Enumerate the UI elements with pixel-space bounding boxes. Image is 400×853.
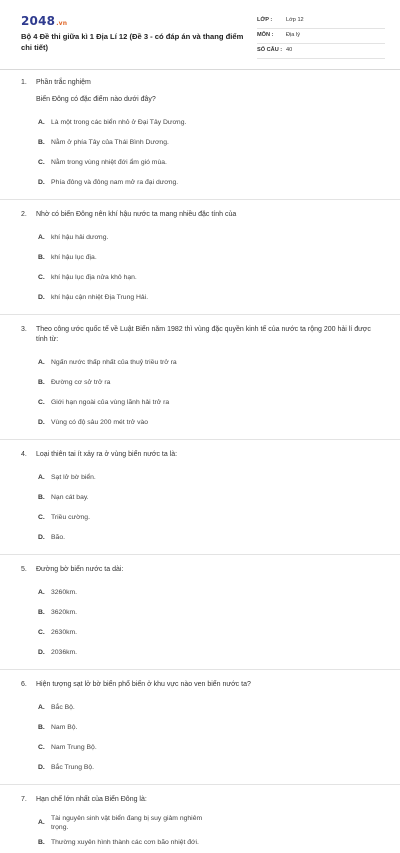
option-text: khí hậu cận nhiệt Địa Trung Hải. — [51, 294, 149, 302]
option-letter: D. — [38, 179, 45, 187]
option-letter: A. — [38, 234, 45, 242]
option-letter: B. — [38, 724, 45, 732]
answer-option[interactable] — [38, 583, 210, 603]
option-letter: A. — [38, 589, 45, 597]
answer-option[interactable] — [38, 468, 210, 488]
question-text: Loại thiên tai ít xảy ra ở vùng biển nước ta là: — [36, 451, 178, 458]
question-text: Theo công ước quốc tế về Luật Biển năm 1982 thì vùng đặc quyền kinh tế của nước ta rộng 200 hải lí được tính từ: — [36, 326, 371, 343]
question-divider — [0, 554, 400, 555]
question-divider — [0, 784, 400, 785]
answer-options — [38, 353, 381, 433]
site-logo[interactable] — [21, 14, 67, 28]
option-letter: D. — [38, 294, 45, 302]
answer-option[interactable] — [38, 113, 210, 133]
document-title: Bộ 4 Đề thi giữa kì 1 Địa Lí 12 (Đề 3 - có đáp án và thang điểm chi tiết) — [21, 32, 244, 52]
answer-option[interactable] — [38, 718, 210, 738]
question-header — [21, 795, 381, 805]
answer-option[interactable] — [38, 528, 210, 548]
answer-option[interactable] — [38, 758, 210, 778]
meta-value: 40 — [286, 47, 293, 53]
option-letter: C. — [38, 629, 45, 637]
option-text: 3620km. — [51, 609, 78, 617]
answer-option[interactable] — [38, 393, 210, 413]
answer-option[interactable] — [38, 698, 210, 718]
option-letter: D. — [38, 764, 45, 772]
option-text: khí hậu lục địa nửa khô hạn. — [51, 274, 137, 282]
meta-info-table — [257, 14, 385, 59]
question-block — [21, 450, 381, 565]
logo-suffix: .vn — [56, 20, 68, 27]
question-block — [21, 325, 381, 450]
question-block — [21, 680, 381, 795]
question-divider-wrap — [0, 669, 400, 670]
option-text: Nạn cát bay. — [51, 494, 89, 502]
meta-row-count — [257, 44, 385, 59]
answer-option[interactable] — [38, 153, 210, 173]
meta-label: MÔN : — [257, 32, 274, 38]
question-divider-wrap — [0, 314, 400, 315]
meta-label: SỐ CÂU : — [257, 47, 283, 53]
answer-option[interactable] — [38, 288, 210, 308]
question-number: 1. — [21, 79, 27, 86]
option-text: Ngấn nước thấp nhất của thuỷ triều trở ra — [51, 359, 177, 367]
option-text: khí hậu lục địa. — [51, 254, 97, 262]
question-text: Hạn chế lớn nhất của Biển Đông là: — [36, 796, 147, 803]
question-divider-wrap — [0, 439, 400, 440]
question-block — [21, 78, 381, 210]
question-divider-wrap — [0, 784, 400, 785]
answer-option[interactable] — [38, 508, 210, 528]
question-text: Nhờ có biển Đông nên khí hậu nước ta mang nhiều đặc tính của — [36, 211, 237, 218]
question-number: 2. — [21, 211, 27, 218]
answer-option[interactable] — [38, 413, 210, 433]
question-header — [21, 565, 381, 575]
option-letter: A. — [38, 359, 45, 367]
answer-options — [38, 468, 381, 548]
answer-option[interactable] — [38, 173, 210, 193]
option-letter: D. — [38, 534, 45, 542]
option-letter: D. — [38, 419, 45, 427]
option-text: Triều cường. — [51, 514, 90, 522]
option-text: Thường xuyên hình thành các cơn bão nhiệt đới. — [51, 839, 199, 847]
option-text: khí hậu hải dương. — [51, 234, 109, 242]
answer-option[interactable] — [38, 813, 210, 833]
question-number: 6. — [21, 681, 27, 688]
question-divider — [0, 669, 400, 670]
question-text: Hiện tượng sạt lở bờ biển phổ biến ở khu vực nào ven biển nước ta? — [36, 681, 251, 688]
question-block — [21, 210, 381, 325]
option-text: Sạt lở bờ biển. — [51, 474, 96, 482]
logo-main: 2048 — [21, 14, 56, 28]
option-letter: B. — [38, 379, 45, 387]
answer-option[interactable] — [38, 373, 210, 393]
option-text: Nam Bộ. — [51, 724, 78, 732]
answer-option[interactable] — [38, 603, 210, 623]
option-text: Nằm trong vùng nhiệt đới ẩm gió mùa. — [51, 159, 167, 167]
meta-row-class — [257, 14, 385, 29]
answer-option[interactable] — [38, 248, 210, 268]
option-letter: A. — [38, 474, 45, 482]
answer-options — [38, 228, 381, 308]
question-header — [21, 210, 381, 220]
option-letter: C. — [38, 744, 45, 752]
question-number: 5. — [21, 566, 27, 573]
option-letter: A. — [38, 704, 45, 712]
answer-options — [38, 813, 381, 853]
question-divider-wrap — [0, 554, 400, 555]
option-letter: B. — [38, 609, 45, 617]
answer-option[interactable] — [38, 133, 210, 153]
meta-value: Địa lý — [286, 32, 300, 38]
question-block — [21, 795, 381, 853]
question-list — [0, 78, 400, 853]
option-text: Vùng có độ sâu 200 mét trở vào — [51, 419, 149, 427]
option-text: Giới hạn ngoài của vùng lãnh hải trở ra — [51, 399, 170, 407]
option-letter: B. — [38, 839, 45, 847]
meta-value: Lớp 12 — [286, 17, 304, 23]
question-text: Đường bờ biển nước ta dài: — [36, 566, 124, 573]
meta-row-subject — [257, 29, 385, 44]
meta-label: LỚP : — [257, 17, 273, 23]
answer-option[interactable] — [38, 268, 210, 288]
answer-options — [38, 698, 381, 778]
question-divider — [0, 439, 400, 440]
option-letter: B. — [38, 139, 45, 147]
page-header — [0, 0, 400, 70]
question-number: 7. — [21, 796, 27, 803]
option-text: Đường cơ sở trở ra — [51, 379, 111, 387]
question-header — [21, 78, 381, 88]
option-text: Bão. — [51, 534, 65, 542]
option-text: Tài nguyên sinh vật biển đang bị suy giảm nghiêm trọng. — [51, 814, 203, 831]
option-text: Bắc Trung Bộ. — [51, 764, 95, 772]
question-block — [21, 565, 381, 680]
question-divider — [0, 314, 400, 315]
option-text: Bắc Bộ. — [51, 704, 75, 712]
answer-option[interactable] — [38, 488, 210, 508]
question-text: Phần trắc nghiệm — [36, 79, 91, 86]
option-letter: C. — [38, 159, 45, 167]
option-letter: C. — [38, 274, 45, 282]
answer-option[interactable] — [38, 623, 210, 643]
answer-option[interactable] — [38, 643, 210, 663]
option-text: 2036km. — [51, 649, 78, 657]
question-divider — [0, 199, 400, 200]
answer-options — [38, 583, 381, 663]
answer-option[interactable] — [38, 353, 210, 373]
question-header — [21, 450, 381, 460]
option-letter: A. — [38, 819, 45, 827]
question-divider-wrap — [0, 199, 400, 200]
option-letter: B. — [38, 494, 45, 502]
option-text: 2630km. — [51, 629, 78, 637]
option-text: Là một trong các biển nhỏ ở Đại Tây Dương. — [51, 119, 187, 127]
answer-option[interactable] — [38, 738, 210, 758]
question-number: 4. — [21, 451, 27, 458]
question-header — [21, 680, 381, 690]
option-text: Nằm ở phía Tây của Thái Bình Dương. — [51, 139, 169, 147]
option-letter: A. — [38, 119, 45, 127]
option-letter: C. — [38, 514, 45, 522]
answer-option[interactable] — [38, 228, 210, 248]
option-text: Phía đông và đông nam mở ra đại dương. — [51, 179, 179, 187]
option-text: Nam Trung Bộ. — [51, 744, 97, 752]
answer-options — [38, 113, 381, 193]
answer-option[interactable] — [38, 833, 210, 853]
question-prompt: Biển Đông có đặc điểm nào dưới đây? — [36, 96, 156, 103]
option-text: 3260km. — [51, 589, 78, 597]
option-letter: C. — [38, 399, 45, 407]
option-letter: B. — [38, 254, 45, 262]
option-letter: D. — [38, 649, 45, 657]
question-header — [21, 325, 381, 345]
question-number: 3. — [21, 326, 27, 333]
